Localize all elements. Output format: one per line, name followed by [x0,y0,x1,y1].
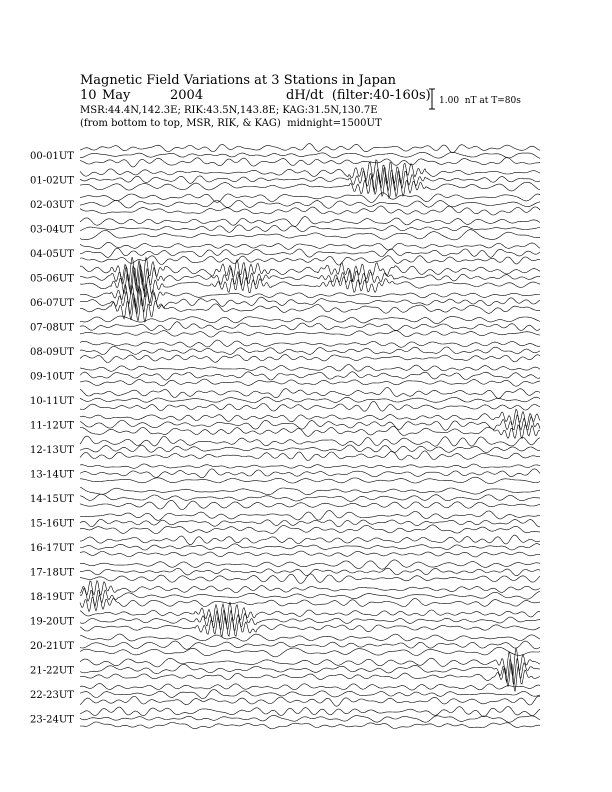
trace-rik [80,225,540,233]
trace-rik [80,519,540,526]
station-order-note: (from bottom to top, MSR, RIK, & KAG) midnight=1500UT [80,118,382,129]
trace-rik [80,469,540,478]
hour-label: 16-17UT [30,543,74,554]
trace-msr [80,331,540,337]
trace-kag [80,257,540,286]
trace-rik [80,494,540,501]
hour-label: 10-11UT [30,396,74,407]
hour-label: 22-23UT [30,690,74,701]
hour-label: 09-10UT [30,371,74,383]
station-coordinates: MSR:44.4N,142.3E; RIK:43.5N,143.8E; KAG:31.5N,130.7E [80,105,378,116]
trace-rik [80,152,540,158]
hour-label: 12-13UT [30,445,74,456]
trace-kag [80,684,540,691]
trace-kag [80,707,540,717]
trace-kag [80,634,540,641]
date-month: May [102,88,131,103]
trace-msr [80,425,540,439]
trace-kag [80,316,540,324]
chart-title: Magnetic Field Variations at 3 Stations in Japan [80,73,397,88]
hour-label: 01-02UT [30,175,74,187]
trace-msr [80,551,540,557]
trace-msr [80,174,540,198]
date-year: 2004 [170,88,204,103]
trace-msr [80,647,540,657]
trace-msr [80,158,540,168]
date-day: 10 [80,88,97,103]
hour-label: 04-05UT [30,249,74,260]
hour-label: 08-09UT [30,347,74,358]
trace-kag [80,487,540,495]
trace-kag [80,511,540,521]
hour-label: 07-08UT [30,322,74,334]
trace-rik [80,544,540,550]
trace-msr [80,500,540,509]
trace-kag [80,217,540,227]
trace-msr [80,525,540,534]
trace-rik [80,568,540,576]
trace-msr [80,663,540,692]
scale-label: 1.00 nT at T=80s [439,96,521,106]
trace-rik [80,200,540,208]
trace-kag [80,388,540,399]
trace-kag [80,144,540,153]
trace-msr [80,355,540,363]
trace-rik [80,641,540,649]
trace-msr [80,574,540,584]
hour-label: 21-22UT [30,665,74,677]
hour-label: 19-20UT [30,616,74,628]
hour-label: 20-21UT [30,641,74,652]
hour-label: 14-15UT [30,494,74,505]
trace-msr [80,230,540,240]
hour-label: 23-24UT [30,714,74,726]
trace-msr [80,451,540,461]
hour-label: 13-14UT [30,469,74,481]
trace-kag [80,242,540,250]
trace-kag [80,464,540,468]
trace-rik [80,372,540,380]
trace-rik [80,248,540,257]
trace-msr [80,268,540,297]
trace-kag [80,560,540,569]
trace-rik [80,322,540,331]
trace-msr [80,696,540,706]
trace-kag [80,409,540,426]
hour-label: 17-18UT [30,567,74,579]
trace-kag [80,436,540,446]
trace-rik [80,346,540,354]
hour-label: 05-06UT [30,273,74,285]
trace-msr [80,722,540,729]
hour-label: 00-01UT [30,151,74,162]
hour-label: 03-04UT [30,224,74,236]
filter-label: dH/dt (filter:40-160s) [286,88,431,103]
trace-msr [80,401,540,411]
trace-kag [80,193,540,203]
trace-msr [80,206,540,215]
trace-kag [80,365,540,372]
trace-kag [80,648,540,676]
trace-msr [80,477,540,483]
trace-kag [80,340,540,347]
trace-kag [80,602,540,624]
hour-label: 15-16UT [30,518,74,530]
trace-kag [80,535,540,545]
trace-rik [80,690,540,699]
hour-label: 11-12UT [30,420,74,432]
hour-label: 18-19UT [30,592,74,603]
hour-label: 06-07UT [30,298,74,309]
trace-rik [80,397,540,402]
trace-kag [80,581,540,595]
trace-rik [80,415,540,430]
hour-label: 02-03UT [30,200,74,211]
trace-rik [80,715,540,722]
trace-msr [80,379,540,386]
